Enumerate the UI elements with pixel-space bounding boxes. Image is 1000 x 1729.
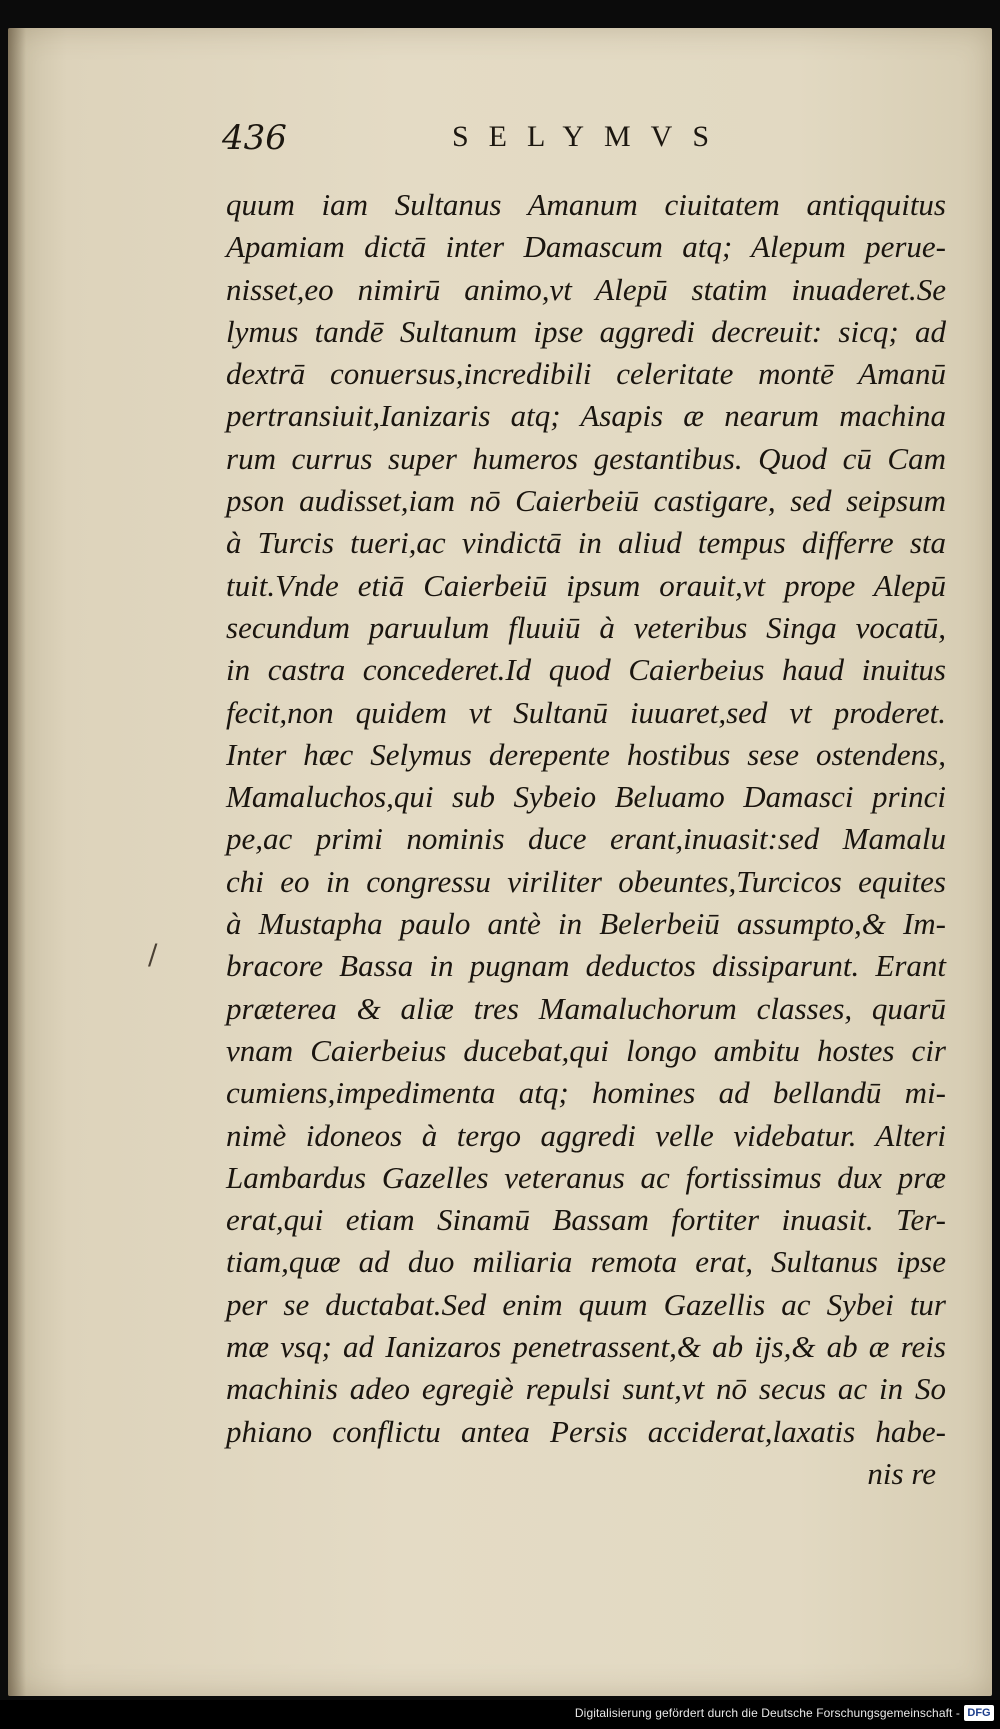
text-line: pson audisset,iam nō Caierbeiū castigare, sed seipsum bbox=[226, 483, 946, 519]
text-line: per se ductabat.Sed enim quum Gazellis ac Sybei tur bbox=[226, 1286, 946, 1322]
catchword: nis re bbox=[867, 1455, 936, 1491]
text-line: Inter hæc Selymus derepente hostibus sese ostendens, bbox=[226, 736, 946, 772]
text-line: fecit,non quidem vt Sultanū iuuaret,sed vt proderet. bbox=[226, 694, 946, 730]
text-line: à Turcis tueri,ac vindictā in aliud tempus differre sta bbox=[226, 525, 946, 561]
dfg-logo: DFG bbox=[964, 1705, 994, 1721]
page-header bbox=[222, 118, 962, 168]
running-head: SELYMVS bbox=[452, 120, 730, 153]
margin-stroke: / bbox=[148, 938, 158, 971]
text-line: Apamiam dictā inter Damascum atq; Alepum perue- bbox=[226, 229, 946, 265]
text-line: chi eo in congressu viriliter obeuntes,Turcicos equites bbox=[226, 863, 946, 899]
text-line: dextrā conuersus,incredibili celeritate montē Amanū bbox=[226, 356, 946, 392]
text-line: erat,qui etiam Sinamū Bassam fortiter inuasit. Ter- bbox=[226, 1202, 946, 1238]
text-line: tiam,quӕ ad duo miliaria remota erat, Sultanus ipse bbox=[226, 1244, 946, 1280]
footer-bar bbox=[0, 1700, 1000, 1729]
text-line: machinis adeo egregiè repulsi sunt,vt nō secus ac in So bbox=[226, 1371, 946, 1407]
text-line: nimè idoneos à tergo aggredi velle videbatur. Alteri bbox=[226, 1117, 946, 1153]
text-line: quum iam Sultanus Amanum ciuitatem antiqquitus bbox=[226, 187, 946, 222]
text-line: Lambardus Gazelles veteranus ac fortissimus dux prӕ bbox=[226, 1159, 946, 1195]
text-line: in castra concederet.Id quod Caierbeius haud inuitus bbox=[226, 652, 946, 688]
text-line: pe,ac primi nominis duce erant,inuasit:sed Mamalu bbox=[226, 821, 946, 857]
text-line: Mamaluchos,qui sub Sybeio Beluamo Damasci princi bbox=[226, 779, 946, 815]
text-line: à Mustapha paulo antè in Belerbeiū assumpto,& Im- bbox=[226, 906, 946, 942]
text-line: lymus tandē Sultanum ipse aggredi decreuit: sicq; ad bbox=[226, 313, 946, 349]
page-number: 436 bbox=[222, 118, 287, 158]
text-line: rum currus super humeros gestantibus. Quod cū Cam bbox=[226, 440, 946, 476]
text-line: secundum paruulum fluuiū à veteribus Singa vocatū, bbox=[226, 609, 946, 645]
body-text bbox=[226, 184, 946, 1495]
text-line: tuit.Vnde etiā Caierbeiū ipsum orauit,vt prope Alepū bbox=[226, 567, 946, 603]
text-line: mӕ vsq; ad Ianizaros penetrassent,& ab ijs,& ab æ reis bbox=[226, 1329, 946, 1365]
page-gutter-shadow bbox=[8, 28, 26, 1696]
text-line: bracore Bassa in pugnam deductos dissiparunt. Erant bbox=[226, 948, 946, 984]
text-line: nisset,eo nimirū animo,vt Alepū statim inuaderet.Se bbox=[226, 271, 946, 307]
footer-credit: Digitalisierung gefördert durch die Deutsche Forschungsgemeinschaft - bbox=[574, 1706, 960, 1720]
text-line: pertransiuit,Ianizaris atq; Asapis æ nearum machina bbox=[226, 398, 946, 434]
text-line: phiano conflictu antea Persis acciderat,laxatis habe- bbox=[226, 1413, 946, 1449]
text-line: vnam Caierbeius ducebat,qui longo ambitu hostes cir bbox=[226, 1032, 946, 1068]
text-line: cumiens,impedimenta atq; homines ad bellandū mi- bbox=[226, 1075, 946, 1111]
text-line: prӕterea & aliӕ tres Mamaluchorum classes, quarū bbox=[226, 990, 946, 1026]
